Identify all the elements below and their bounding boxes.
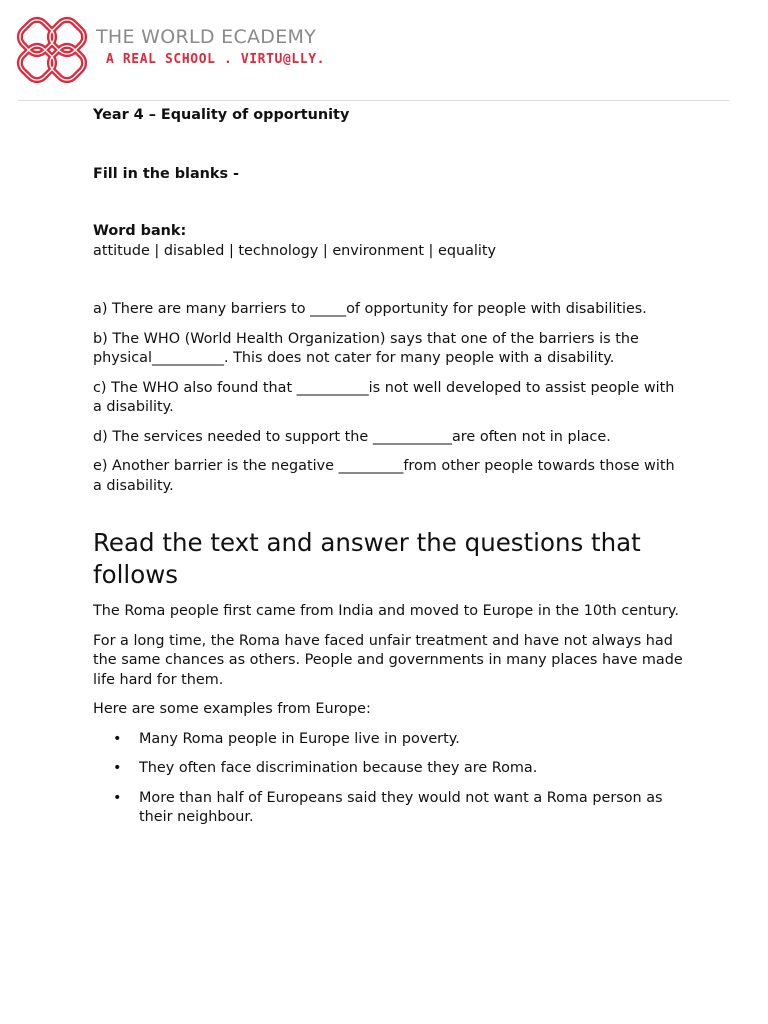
reading-paragraph: The Roma people first came from India and moved to Europe in the 10th century.	[93, 603, 679, 619]
worksheet-title: Year 4 – Equality of opportunity	[93, 107, 350, 123]
list-item	[93, 730, 683, 750]
examples-list	[93, 730, 683, 828]
school-tagline: A REAL SCHOOL . VIRTU@LLY.	[106, 52, 326, 67]
page-header	[0, 0, 768, 100]
bullet-icon: •	[113, 760, 122, 776]
word-bank-label: Word bank:	[93, 223, 187, 239]
bullet-icon: •	[113, 730, 122, 747]
list-item	[93, 789, 683, 828]
worksheet-body	[93, 106, 683, 838]
question-d: d) The services needed to support the ___________are often not in place.	[93, 428, 611, 445]
fill-blanks-instruction: Fill in the blanks -	[93, 165, 240, 182]
question-b: b) The WHO (World Health Organization) says that one of the barriers is the physical__________. This does not cater for many people with a disability.	[93, 330, 639, 366]
list-item	[93, 759, 683, 779]
reading-paragraph: For a long time, the Roma have faced unfair treatment and have not always had the same chances as others. People and governments in many places have made life hard for them.	[93, 632, 683, 688]
world-ecademy-logo-icon	[16, 16, 88, 84]
question-c: c) The WHO also found that __________is not well developed to assist people with a disability.	[93, 379, 675, 415]
reading-heading: Read the text and answer the questions that follows	[93, 528, 641, 589]
header-divider	[18, 100, 729, 101]
question-a: a) There are many barriers to _____of opportunity for people with disabilities.	[93, 301, 647, 317]
list-item-text: More than half of Europeans said they would not want a Roma person as their neighbour.	[139, 789, 663, 825]
question-e: e) Another barrier is the negative _________from other people towards those with a disability.	[93, 458, 675, 494]
list-item-text: They often face discrimination because they are Roma.	[139, 760, 538, 776]
bullet-icon: •	[113, 789, 122, 806]
school-name: THE WORLD ECADEMY	[96, 26, 317, 48]
list-item-text: Many Roma people in Europe live in poverty.	[139, 730, 460, 747]
word-bank-words: attitude | disabled | technology | environment | equality	[93, 242, 497, 259]
reading-paragraph: Here are some examples from Europe:	[93, 701, 371, 717]
